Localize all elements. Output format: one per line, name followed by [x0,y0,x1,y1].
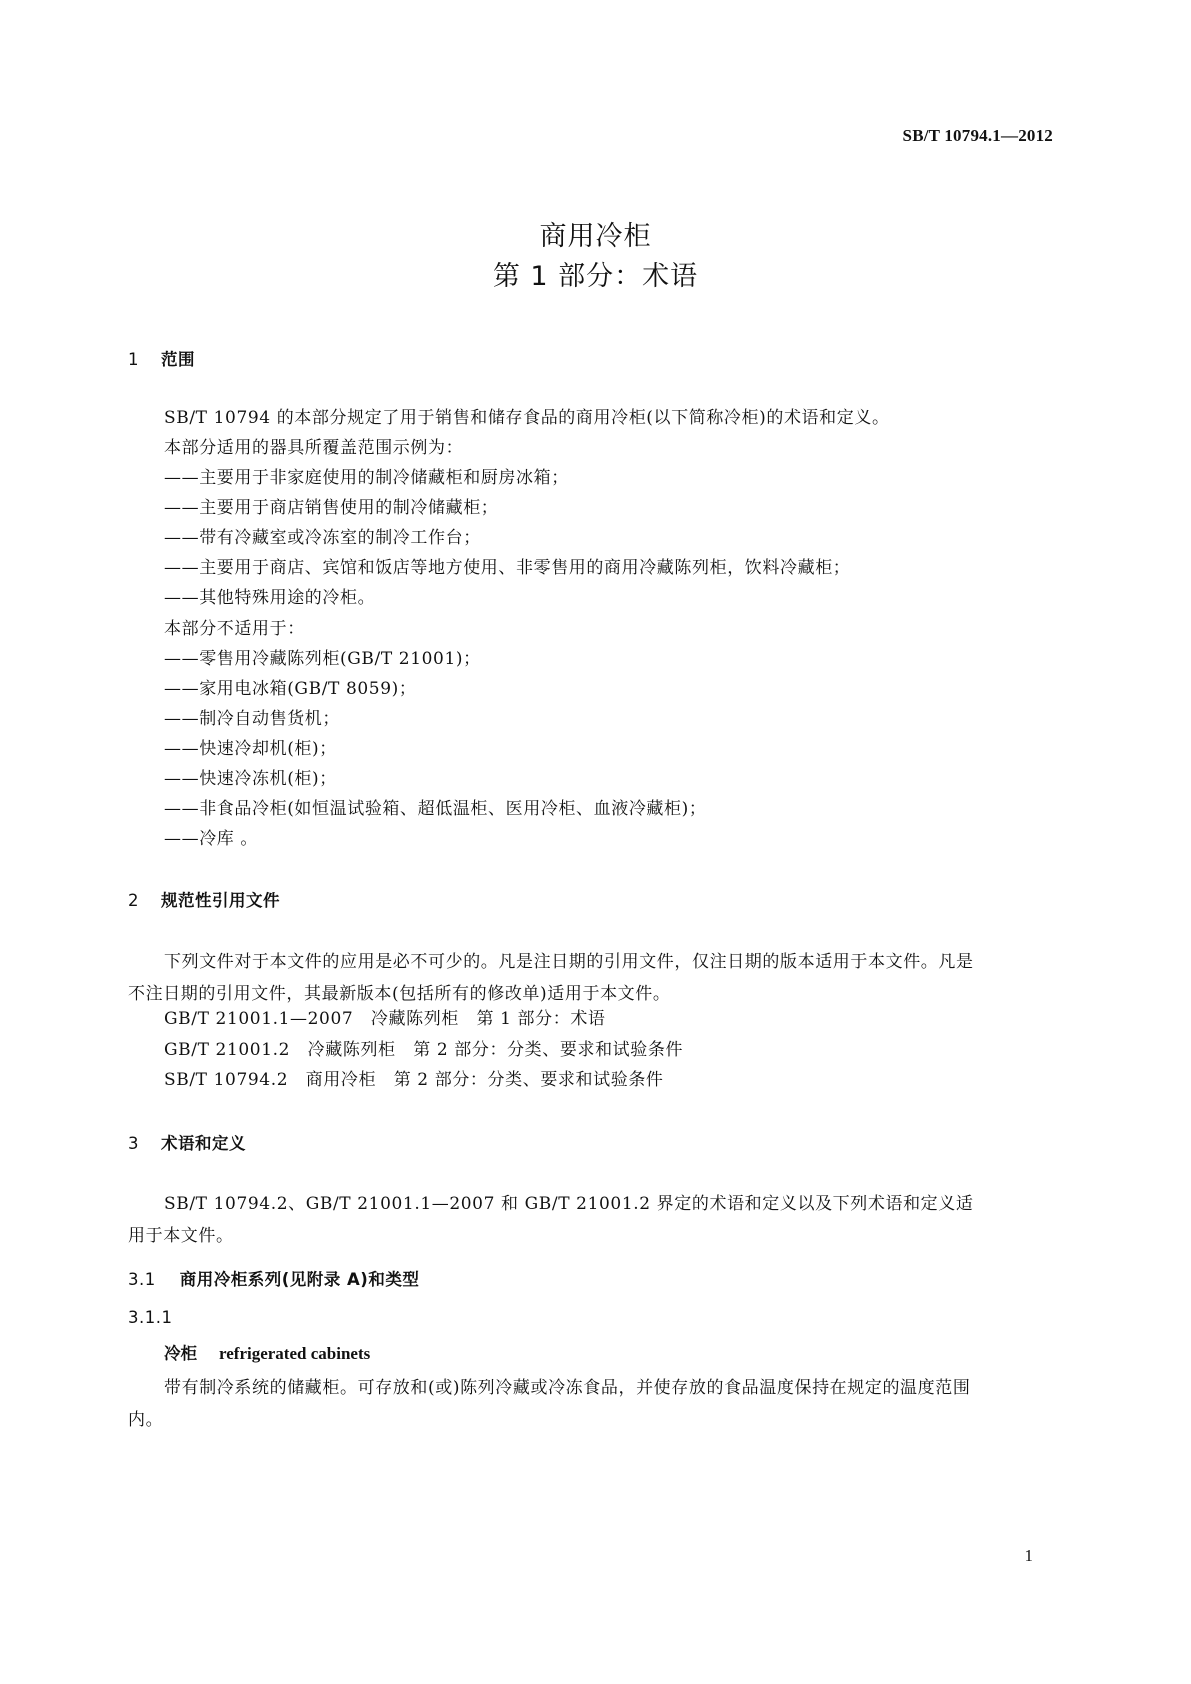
section-1-heading [128,346,195,370]
reference-item: SB/T 10794.2 商用冷柜 第 2 部分：分类、要求和试验条件 [164,1070,664,1090]
section-number: 2 [128,891,139,910]
reference-item: GB/T 21001.1—2007 冷藏陈列柜 第 1 部分：术语 [164,1009,606,1029]
subsection-number: 3.1 [128,1270,156,1289]
scope-applies-label: 本部分适用的器具所覆盖范围示例为： [164,438,464,458]
list-item: ——带有冷藏室或冷冻室的制冷工作台； [164,528,481,548]
section-title: 规范性引用文件 [161,891,280,910]
list-item: ——快速冷冻机(柜)； [164,769,337,789]
reference-item: GB/T 21001.2 冷藏陈列柜 第 2 部分：分类、要求和试验条件 [164,1040,684,1060]
term-entry [164,1340,370,1364]
list-item: ——主要用于商店销售使用的制冷储藏柜； [164,498,499,518]
section-2-heading [128,887,280,911]
term-number: 3.1.1 [128,1308,173,1327]
section-3-heading [128,1130,246,1154]
list-item: ——非食品冷柜(如恒温试验箱、超低温柜、医用冷柜、血液冷藏柜)； [164,799,707,819]
list-item: ——冷库 。 [164,829,259,849]
list-item: ——零售用冷藏陈列柜(GB/T 21001)； [164,649,481,669]
section-title: 术语和定义 [161,1134,246,1153]
term-en: refrigerated cabinets [219,1344,371,1363]
term-zh: 冷柜 [164,1344,197,1363]
subsection-3-1-heading [128,1266,419,1290]
list-item: ——其他特殊用途的冷柜。 [164,588,376,608]
section-title: 范围 [161,350,195,369]
scope-excludes-label: 本部分不适用于： [164,619,305,639]
list-item: ——主要用于商店、宾馆和饭店等地方使用、非零售用的商用冷藏陈列柜，饮料冷藏柜； [164,558,851,578]
subsection-title: 商用冷柜系列(见附录 A)和类型 [179,1270,420,1289]
list-item: ——主要用于非家庭使用的制冷储藏柜和厨房冰箱； [164,468,569,488]
standard-number: SB/T 10794.1—2012 [902,126,1053,145]
section-number: 1 [128,350,139,369]
document-subtitle: 第 1 部分：术语 [492,261,699,292]
terms-intro: SB/T 10794.2、GB/T 21001.1—2007 和 GB/T 21001.2 界定的术语和定义以及下列术语和定义适用于本文件。 [128,1194,974,1246]
references-intro: 下列文件对于本文件的应用是必不可少的。凡是注日期的引用文件，仅注日期的版本适用于本文件。凡是不注日期的引用文件，其最新版本(包括所有的修改单)适用于本文件。 [128,952,974,1004]
list-item: ——家用电冰箱(GB/T 8059)； [164,679,417,699]
list-item: ——快速冷却机(柜)； [164,739,337,759]
scope-intro: SB/T 10794 的本部分规定了用于销售和储存食品的商用冷柜(以下简称冷柜)的术语和定义。 [164,408,890,428]
term-definition: 带有制冷系统的储藏柜。可存放和(或)陈列冷藏或冷冻食品，并使存放的食品温度保持在规定的温度范围内。 [128,1378,971,1430]
page-number: 1 [1024,1546,1033,1565]
list-item: ——制冷自动售货机； [164,709,340,729]
document-title: 商用冷柜 [539,221,652,252]
section-number: 3 [128,1134,139,1153]
